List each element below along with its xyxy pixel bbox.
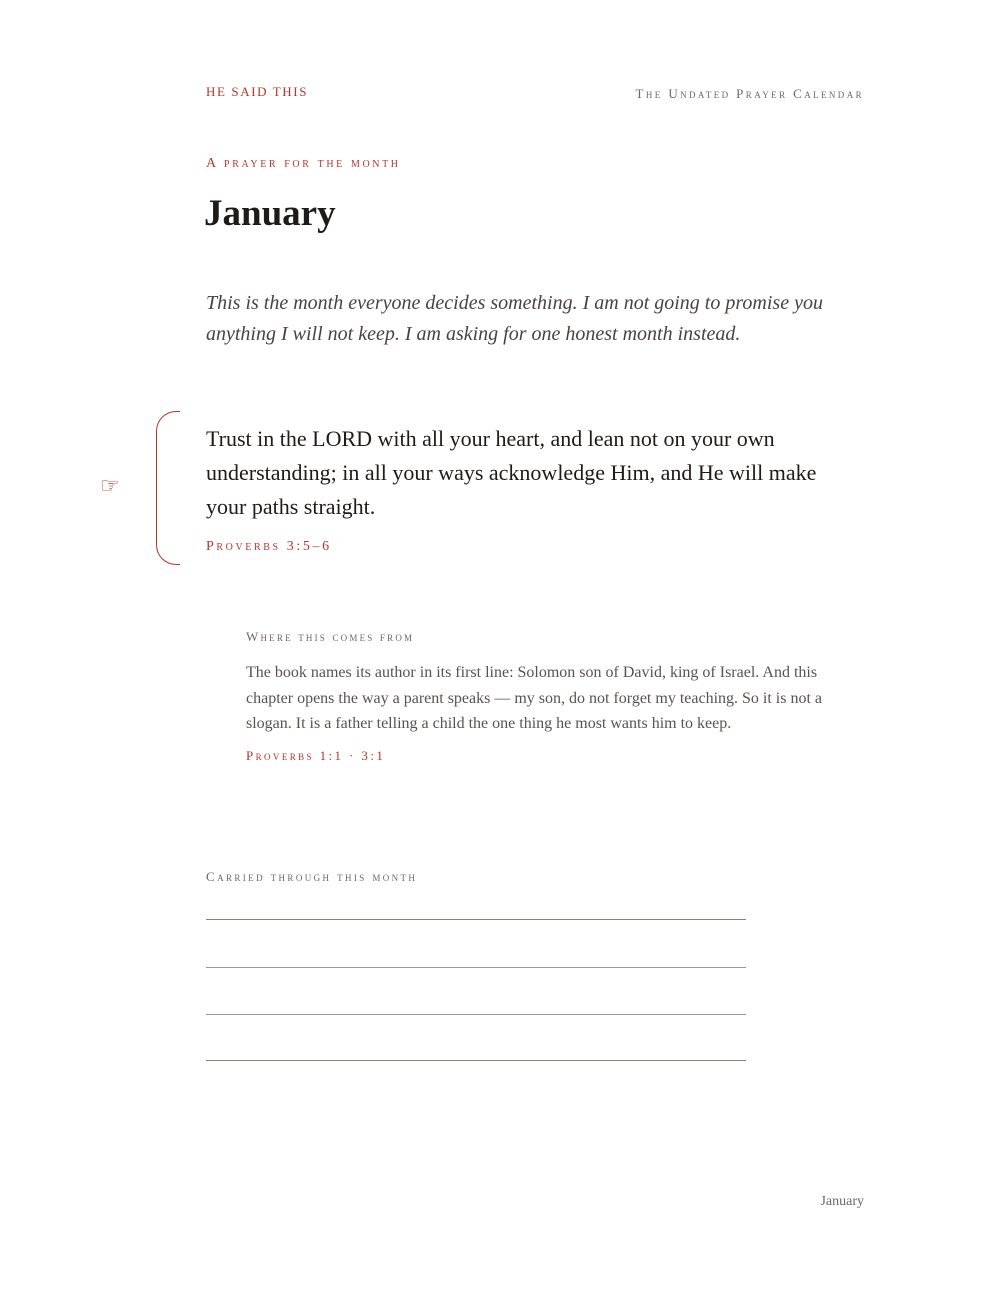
pointing-hand-icon: ☞ <box>100 474 120 499</box>
header-brand: HE SAID THIS <box>206 84 309 99</box>
page-title: January <box>204 193 336 234</box>
writing-line <box>206 919 746 920</box>
context-label: Where this comes from <box>246 629 415 644</box>
month-intro: This is the month everyone decides something. I am not going to promise you anything I will not keep. I am asking for one honest month instead. <box>206 292 823 345</box>
verse-text: Trust in the LORD with all your heart, and lean not on your own understanding; in all your ways acknowledge Him, and He will make your paths straight. <box>206 426 817 519</box>
carried-label: Carried through this month <box>206 869 418 884</box>
writing-line <box>206 1060 746 1061</box>
writing-line <box>206 967 746 968</box>
footer-page-label: January <box>820 1194 864 1209</box>
header-publication-title: The Undated Prayer Calendar <box>635 86 864 101</box>
writing-line <box>206 1014 746 1015</box>
verse-reference: Proverbs 3:5–6 <box>206 539 332 554</box>
month-kicker: A prayer for the month <box>206 156 401 171</box>
context-reference: Proverbs 1:1 · 3:1 <box>246 748 386 763</box>
context-body: The book names its author in its first line: Solomon son of David, king of Israel. And this chapter opens the way a parent speaks — my son, do not forget my teaching. So it is not a slogan. It is a father telling a child the one thing he most wants him to keep. <box>246 664 823 732</box>
verse-bracket <box>156 411 180 565</box>
